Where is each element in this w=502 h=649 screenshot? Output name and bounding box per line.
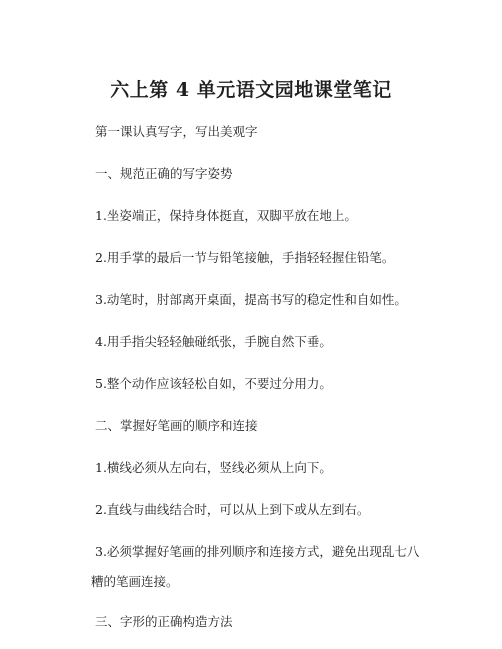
strokes-item-1: 1.横线必须从左向右，竖线必须从上向下。 (95, 460, 332, 475)
posture-item-4: 4.用手指尖轻轻触碰纸张，手腕自然下垂。 (95, 334, 332, 349)
posture-item-5: 5.整个动作应该轻松自如，不要过分用力。 (95, 376, 332, 391)
posture-item-1: 1.坐姿端正，保持身体挺直，双脚平放在地上。 (95, 208, 357, 223)
strokes-item-2: 2.直线与曲线结合时，可以从上到下或从左到右。 (95, 502, 370, 517)
posture-item-3: 3.动笔时，肘部离开桌面，提高书写的稳定性和自如性。 (95, 292, 407, 307)
lesson-title: 第一课认真写字，写出美观字 (95, 124, 258, 139)
section-heading-posture: 一、规范正确的写字姿势 (95, 166, 233, 181)
section-heading-structure: 三、字形的正确构造方法 (95, 614, 233, 629)
section-heading-strokes: 二、掌握好笔画的顺序和连接 (95, 418, 258, 433)
posture-item-2: 2.用手掌的最后一节与铅笔接触，手指轻轻握住铅笔。 (95, 250, 395, 265)
strokes-item-3: 3.必须掌握好笔画的排列顺序和连接方式，避免出现乱七八糟的笔画连接。 (91, 544, 420, 589)
document-title: 六上第 4 单元语文园地课堂笔记 (110, 79, 392, 101)
